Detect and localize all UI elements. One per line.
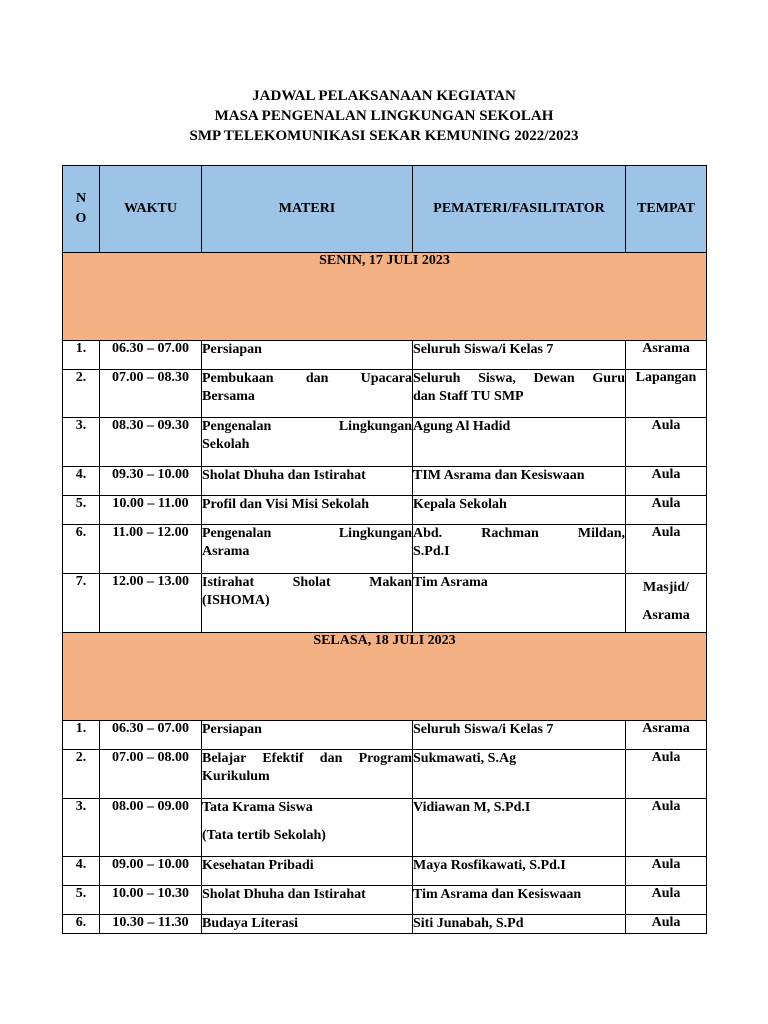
row-materi	[202, 525, 413, 574]
pemateri-line: Siti Junabah, S.Pd	[413, 916, 524, 931]
pemateri-line: Tim Asrama dan Kesiswaan	[413, 887, 582, 902]
row-no: 2.	[63, 370, 100, 418]
row-no: 5.	[63, 886, 100, 915]
row-pemateri	[413, 857, 626, 886]
row-no: 6.	[63, 915, 100, 934]
schedule-table	[62, 165, 707, 934]
row-no: 6.	[63, 525, 100, 574]
row-no: 3.	[63, 799, 100, 857]
materi-line: Tata Krama Siswa	[202, 800, 313, 815]
row-pemateri	[413, 467, 626, 496]
pemateri-line: Vidiawan M, S.Pd.I	[413, 800, 531, 815]
row-tempat: Asrama	[626, 341, 707, 370]
day-row-senin	[63, 253, 707, 341]
row-no: 4.	[63, 857, 100, 886]
row-no: 1.	[63, 721, 100, 750]
row-waktu: 11.00 – 12.00	[100, 525, 202, 574]
row-tempat	[626, 574, 707, 633]
row-pemateri	[413, 574, 626, 633]
row-no: 1.	[63, 341, 100, 370]
materi-line: Asrama	[202, 544, 250, 559]
row-tempat: Aula	[626, 857, 707, 886]
pemateri-line: Seluruh Siswa/i Kelas 7	[413, 342, 554, 357]
row-tempat: Aula	[626, 886, 707, 915]
materi-line: Budaya Literasi	[202, 916, 299, 931]
row-pemateri	[413, 418, 626, 467]
materi-line: Kurikulum	[202, 769, 270, 784]
row-materi	[202, 496, 413, 525]
row-materi	[202, 341, 413, 370]
header-waktu: WAKTU	[100, 166, 202, 253]
header-no-line-2: O	[75, 211, 87, 226]
pemateri-line: Seluruh Siswa/i Kelas 7	[413, 722, 554, 737]
pemateri-line: Seluruh Siswa, Dewan Guru	[413, 371, 625, 386]
table-row	[63, 721, 707, 750]
row-pemateri	[413, 799, 626, 857]
row-pemateri	[413, 525, 626, 574]
table-row	[63, 886, 707, 915]
row-materi	[202, 574, 413, 633]
table-row	[63, 574, 707, 633]
pemateri-line: Maya Rosfikawati, S.Pd.I	[413, 858, 566, 873]
tempat-line: Asrama	[642, 608, 690, 623]
row-tempat: Aula	[626, 496, 707, 525]
row-waktu: 06.30 – 07.00	[100, 721, 202, 750]
row-waktu: 07.00 – 08.30	[100, 370, 202, 418]
materi-line: Persiapan	[202, 722, 262, 737]
row-tempat: Aula	[626, 750, 707, 799]
row-waktu: 07.00 – 08.00	[100, 750, 202, 799]
row-tempat: Aula	[626, 467, 707, 496]
row-waktu: 10.30 – 11.30	[100, 915, 202, 934]
materi-line: Sholat Dhuha dan Istirahat	[202, 468, 366, 483]
materi-line: Profil dan Visi Misi Sekolah	[202, 497, 369, 512]
table-row	[63, 467, 707, 496]
row-materi	[202, 799, 413, 857]
row-waktu: 06.30 – 07.00	[100, 341, 202, 370]
day-label: SELASA, 18 JULI 2023	[63, 633, 707, 721]
table-row	[63, 750, 707, 799]
materi-line: Belajar Efektif dan Program	[202, 751, 412, 766]
materi-line: Pengenalan Lingkungan	[202, 526, 412, 541]
table-row	[63, 418, 707, 467]
row-pemateri	[413, 341, 626, 370]
row-no: 2.	[63, 750, 100, 799]
row-no: 7.	[63, 574, 100, 633]
header-no-line-1: N	[75, 191, 87, 206]
row-pemateri	[413, 370, 626, 418]
header-tempat: TEMPAT	[626, 166, 707, 253]
table-row	[63, 915, 707, 934]
title-line-2: MASA PENGENALAN LINGKUNGAN SEKOLAH	[214, 108, 554, 124]
pemateri-line: TIM Asrama dan Kesiswaan	[413, 468, 585, 483]
pemateri-line: dan Staff TU SMP	[413, 389, 524, 404]
materi-line: Persiapan	[202, 342, 262, 357]
row-waktu: 09.30 – 10.00	[100, 467, 202, 496]
row-waktu: 12.00 – 13.00	[100, 574, 202, 633]
row-tempat: Asrama	[626, 721, 707, 750]
header-no	[63, 166, 100, 253]
table-row	[63, 341, 707, 370]
row-materi	[202, 750, 413, 799]
row-pemateri	[413, 886, 626, 915]
row-pemateri	[413, 496, 626, 525]
row-waktu: 09.00 – 10.00	[100, 857, 202, 886]
materi-line: Pengenalan Lingkungan	[202, 419, 412, 434]
row-tempat: Aula	[626, 418, 707, 467]
row-no: 4.	[63, 467, 100, 496]
materi-line: (ISHOMA)	[202, 593, 270, 608]
document-title	[0, 86, 768, 146]
row-materi	[202, 370, 413, 418]
row-tempat: Aula	[626, 799, 707, 857]
row-waktu: 10.00 – 10.30	[100, 886, 202, 915]
row-materi	[202, 857, 413, 886]
row-pemateri	[413, 750, 626, 799]
row-materi	[202, 915, 413, 934]
title-line-3: SMP TELEKOMUNIKASI SEKAR KEMUNING 2022/2023	[189, 128, 579, 144]
row-materi	[202, 467, 413, 496]
materi-line: Sholat Dhuha dan Istirahat	[202, 887, 366, 902]
day-row-selasa	[63, 633, 707, 721]
table-row	[63, 496, 707, 525]
pemateri-line: Abd. Rachman Mildan,	[413, 526, 625, 541]
pemateri-line: Sukmawati, S.Ag	[413, 751, 517, 766]
materi-line: (Tata tertib Sekolah)	[202, 828, 326, 843]
row-waktu: 10.00 – 11.00	[100, 496, 202, 525]
materi-line: Sekolah	[202, 437, 250, 452]
day-label: SENIN, 17 JULI 2023	[63, 253, 707, 341]
pemateri-line: S.Pd.I	[413, 544, 450, 559]
materi-line: Pembukaan dan Upacara	[202, 371, 412, 386]
row-materi	[202, 418, 413, 467]
row-materi	[202, 721, 413, 750]
table-header-row	[63, 166, 707, 253]
row-waktu: 08.00 – 09.00	[100, 799, 202, 857]
row-no: 5.	[63, 496, 100, 525]
row-tempat: Aula	[626, 525, 707, 574]
materi-line: Bersama	[202, 389, 255, 404]
table-row	[63, 525, 707, 574]
pemateri-line: Agung Al Hadid	[413, 419, 511, 434]
row-no: 3.	[63, 418, 100, 467]
header-materi: MATERI	[202, 166, 413, 253]
materi-line: Istirahat Sholat Makan	[202, 575, 412, 590]
row-materi	[202, 886, 413, 915]
table-row	[63, 799, 707, 857]
row-pemateri	[413, 721, 626, 750]
table-row	[63, 857, 707, 886]
row-waktu: 08.30 – 09.30	[100, 418, 202, 467]
row-tempat: Lapangan	[626, 370, 707, 418]
title-line-1: JADWAL PELAKSANAAN KEGIATAN	[252, 88, 516, 104]
materi-line: Kesehatan Pribadi	[202, 858, 314, 873]
pemateri-line: Kepala Sekolah	[413, 497, 507, 512]
table-row	[63, 370, 707, 418]
row-pemateri	[413, 915, 626, 934]
tempat-line: Masjid/	[643, 580, 689, 595]
row-tempat: Aula	[626, 915, 707, 934]
pemateri-line: Tim Asrama	[413, 575, 488, 590]
header-pemateri: PEMATERI/FASILITATOR	[413, 166, 626, 253]
